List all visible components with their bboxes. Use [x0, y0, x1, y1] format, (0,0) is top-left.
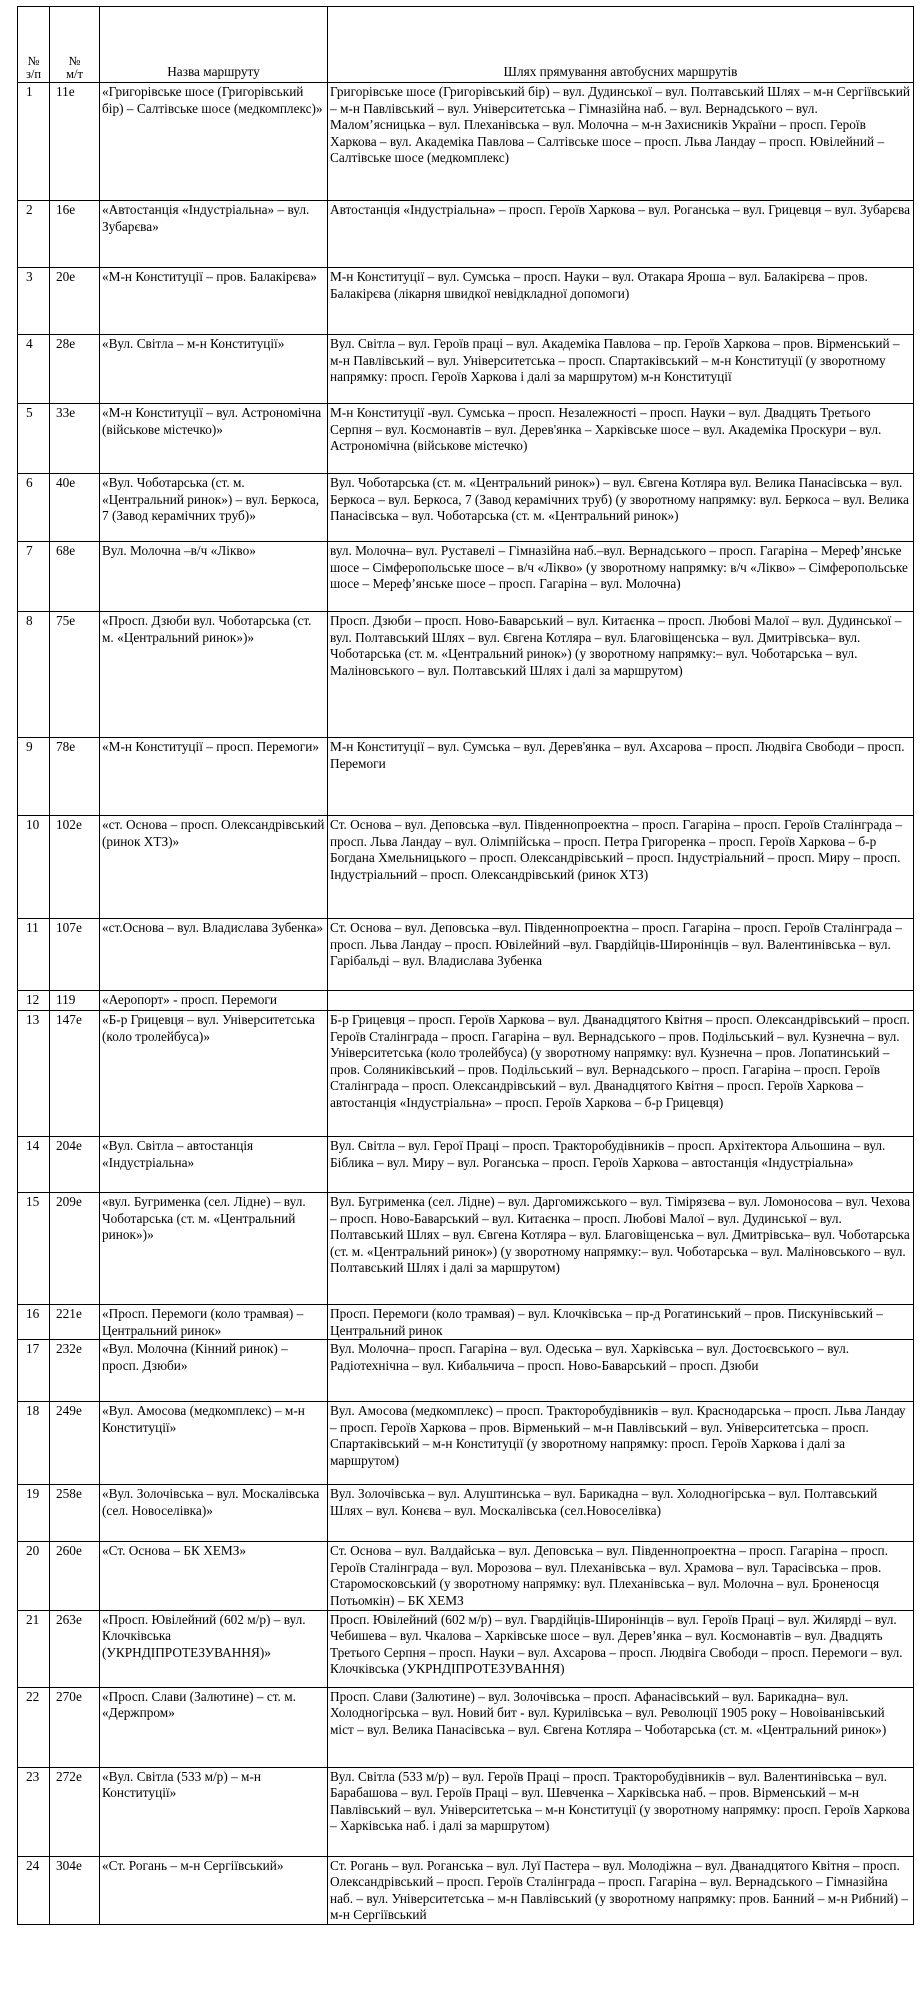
route-path: Вул. Чоботарська (ст. м. «Центральний ринок») – вул. Євгена Котляра вул. Велика Панасівська – вул. Беркоса – вул. Беркоса, 7 (Завод керамічних труб) (у зворотному напрямку: вул. Беркоса – вул. Велика Панасівська – вул. Чоботарська (ст. м. «Центральний ринок»)	[328, 474, 914, 542]
route-number: 263е	[50, 1610, 100, 1687]
row-index: 21	[18, 1610, 50, 1687]
route-name: «Ст. Рогань – м-н Сергіївський»	[100, 1856, 328, 1924]
table-row	[18, 1687, 914, 1767]
route-number: 304е	[50, 1856, 100, 1924]
route-name: «Автостанція «Індустріальна» – вул. Зубарєва»	[100, 201, 328, 268]
route-name: «М-н Конституції – просп. Перемоги»	[100, 738, 328, 816]
row-index: 22	[18, 1687, 50, 1767]
route-path: М-н Конституції -вул. Сумська – просп. Незалежності – просп. Науки – вул. Двадцять Третього Серпня – вул. Космонавтів – вул. Дерев'янка – Харківське шосе – вул. Академіка Проскури – вул. Астрономічна (військове містечко)	[328, 404, 914, 474]
row-index: 16	[18, 1305, 50, 1340]
route-path: Вул. Світла (533 м/р) – вул. Героїв Праці – просп. Тракторобудівників – вул. Валентинівська – вул. Барабашова – вул. Героїв Праці – вул. Шевченка – Харківська наб. – пров. Вірменський – м-н Павлівський – вул. Університетська – м-н Конституції (у зворотному напрямку: просп. Героїв Харкова – Харківська наб. і далі за маршрутом)	[328, 1767, 914, 1856]
route-path: Вул. Молочна– просп. Гагаріна – вул. Одеська – вул. Харківська – вул. Достоєвського – вул. Радіотехнічна – вул. Кибальчича – просп. Ново-Баварський – просп. Дзюби	[328, 1340, 914, 1402]
route-path: Просп. Дзюби – просп. Ново-Баварський – вул. Китаєнка – просп. Любові Малої – вул. Дудинської – вул. Полтавський Шлях – вул. Євгена Котляра – вул. Благовіщенська – вул. Дмитрівська– вул. Чоботарська (ст. м. «Центральний ринок») (у зворотному напрямку:– вул. Чоботарська – вул. Маліновського – вул. Полтавський Шлях і далі за маршрутом)	[328, 612, 914, 738]
route-path: Просп. Перемоги (коло трамвая) – вул. Клочківська – пр-д Рогатинський – пров. Пискунівський – Центральний ринок	[328, 1305, 914, 1340]
route-number: 102е	[50, 816, 100, 919]
route-number: 33е	[50, 404, 100, 474]
table-row	[18, 474, 914, 542]
table-row	[18, 404, 914, 474]
route-path: Вул. Амосова (медкомплекс) – просп. Тракторобудівників – вул. Краснодарська – просп. Льва Ландау – просп. Героїв Харкова – пров. Вірменький – м-н Павлівський – вул. Університетська – просп. Спартаківський – м-н Конституції (у зворотному напрямку: просп. Героїв Харкова і далі за маршрутом)	[328, 1402, 914, 1485]
table-row	[18, 201, 914, 268]
row-index: 1	[18, 83, 50, 201]
route-path: Просп. Ювілейний (602 м/р) – вул. Гвардійців-Широнінців – вул. Героїв Праці – вул. Жилярді – вул. Чебишева – вул. Чкалова – Харківське шосе – вул. Дерев’янка – вул. Космонавтів – вул. Двадцять Третього Серпня – просп. Науки – вул. Ахсарова – просп. Людвіга Свободи – просп. Перемоги – вул. Клочківська (УКРНДІПРОТЕЗУВАННЯ)	[328, 1610, 914, 1687]
route-name: «М-н Конституції – вул. Астрономічна (військове містечко)»	[100, 404, 328, 474]
route-name: «Просп. Перемоги (коло трамвая) – Центральний ринок»	[100, 1305, 328, 1340]
route-table-page	[17, 6, 913, 1925]
route-number: 107е	[50, 919, 100, 991]
route-path: Б-р Грицевця – просп. Героїв Харкова – вул. Дванадцятого Квітня – просп. Олександрівський – просп. Героїв Сталінграда – просп. Гагаріна – вул. Вернадського – пров. Подільський – вул. Кузнечна – вул. Університетська (коло тролейбуса) (у зворотному напрямку: вул. Кузнечна – пров. Лопатинський – пров. Соляниківський – пров. Подільський – вул. Вернадського – просп. Гагаріна – просп. Героїв Сталінграда – просп. Олександрівський – вул. Дванадцятого Квітня – просп. Героїв Харкова – автостанція «Індустріальна» – просп. Героїв Харкова – б-р Грицевця)	[328, 1011, 914, 1137]
row-index: 15	[18, 1193, 50, 1305]
header-route-number: № м/т	[50, 7, 100, 83]
route-number: 204е	[50, 1137, 100, 1193]
route-number: 209е	[50, 1193, 100, 1305]
table-row	[18, 1856, 914, 1924]
row-index: 24	[18, 1856, 50, 1924]
route-name: «Аеропорт» - просп. Перемоги	[100, 991, 328, 1011]
route-number: 119	[50, 991, 100, 1011]
route-name: «Просп. Слави (Залютине) – ст. м. «Держпром»	[100, 1687, 328, 1767]
route-number: 147е	[50, 1011, 100, 1137]
route-path: Вул. Бугрименка (сел. Лідне) – вул. Даргомижського – вул. Тімірязєва – вул. Ломоносова – вул. Чехова – просп. Ново-Баварський – вул. Китаєнка – просп. Любові Малої – вул. Дудинської – вул. Полтавський Шлях – вул. Євгена Котляра – вул. Благовіщенська – вул. Дмитрівська– вул. Чоботарська (ст. м. «Центральний ринок») (у зворотному напрямку:– вул. Чоботарська – вул. Маліновського – вул. Полтавський Шлях і далі за маршрутом)	[328, 1193, 914, 1305]
row-index: 2	[18, 201, 50, 268]
route-number: 249е	[50, 1402, 100, 1485]
table-row	[18, 612, 914, 738]
route-name: «ст. Основа – просп. Олександрівський (ринок ХТЗ)»	[100, 816, 328, 919]
row-index: 11	[18, 919, 50, 991]
header-route-path: Шлях прямування автобусних маршрутів	[328, 7, 914, 83]
route-path: М-н Конституції – вул. Сумська – просп. Науки – вул. Отакара Яроша – вул. Балакірєва – пров. Балакірєва (лікарня швидкої невідкладної допомоги)	[328, 268, 914, 335]
route-number: 75е	[50, 612, 100, 738]
row-index: 18	[18, 1402, 50, 1485]
route-path: Ст. Основа – вул. Деповська –вул. Південнопроектна – просп. Гагаріна – просп. Героїв Сталінграда – просп. Льва Ландау – просп. Ювілейний –вул. Гвардійців-Широнінців – вул. Валентинівська – вул. Гарібальді – вул. Владислава Зубенка	[328, 919, 914, 991]
route-name: «Вул. Світла – м-н Конституції»	[100, 335, 328, 404]
route-path: вул. Молочна– вул. Руставелі – Гімназійна наб.–вул. Вернадського – просп. Гагаріна – Мереф’янське шосе – Сімферопольське шосе – в/ч «Лікво» (у зворотному напрямку: в/ч «Лікво» – Сімферопольське шосе – Мереф’янське шосе – просп. Гагаріна – вул. Молочна)	[328, 542, 914, 612]
row-index: 6	[18, 474, 50, 542]
row-index: 5	[18, 404, 50, 474]
row-index: 12	[18, 991, 50, 1011]
route-path: Ст. Рогань – вул. Роганська – вул. Луї Пастера – вул. Молодіжна – вул. Дванадцятого Квітня – просп. Олександрівський – просп. Героїв Сталінграда – просп. Гагаріна – вул. Вернадського – Гімназійна наб. – вул. Університетська – м-н Павлівський (у зворотному напрямку: пров. Банний – м-н Рибний) – м-н Сергіївський	[328, 1856, 914, 1924]
table-body	[18, 83, 914, 1925]
route-number: 272е	[50, 1767, 100, 1856]
route-path	[328, 991, 914, 1011]
route-number: 20е	[50, 268, 100, 335]
route-number: 68е	[50, 542, 100, 612]
row-index: 8	[18, 612, 50, 738]
route-number: 258е	[50, 1485, 100, 1542]
route-name: Вул. Молочна –в/ч «Лікво»	[100, 542, 328, 612]
table-row	[18, 1542, 914, 1610]
route-name: «Просп. Дзюби вул. Чоботарська (ст. м. «Центральний ринок»)»	[100, 612, 328, 738]
table-row	[18, 1305, 914, 1340]
route-name: «Просп. Ювілейний (602 м/р) – вул. Клочківська (УКРНДІПРОТЕЗУВАННЯ)»	[100, 1610, 328, 1687]
route-path: Автостанція «Індустріальна» – просп. Героїв Харкова – вул. Роганська – вул. Грицевця – вул. Зубарєва	[328, 201, 914, 268]
header-route-name: Назва маршруту	[100, 7, 328, 83]
route-number: 221е	[50, 1305, 100, 1340]
table-row	[18, 268, 914, 335]
row-index: 7	[18, 542, 50, 612]
row-index: 17	[18, 1340, 50, 1402]
bus-routes-table	[17, 6, 914, 1925]
route-name: «Ст. Основа – БК ХЕМЗ»	[100, 1542, 328, 1610]
route-path: Просп. Слави (Залютине) – вул. Золочівська – просп. Афанасівський – вул. Барикадна– вул. Холодногірська – вул. Новий бит - вул. Курилівська – вул. Революції 1905 року – Новоіванівський міст – вул. Велика Панасівська – вул. Євгена Котляра – Чоботарська (ст. м. «Центральний ринок»)	[328, 1687, 914, 1767]
row-index: 9	[18, 738, 50, 816]
table-row	[18, 1610, 914, 1687]
route-path: Вул. Світла – вул. Героїв праці – вул. Академіка Павлова – пр. Героїв Харкова – пров. Вірменський – м-н Павлівський – вул. Університетська – просп. Спартаківський – м-н Конституції (у зворотному напрямку: просп. Героїв Харкова і далі за маршрутом) м-н Конституції	[328, 335, 914, 404]
table-row	[18, 1193, 914, 1305]
header-index: № з/п	[18, 7, 50, 83]
route-name: «Б-р Грицевця – вул. Університетська (коло тролейбуса)»	[100, 1011, 328, 1137]
route-name: «Вул. Молочна (Кінний ринок) – просп. Дзюби»	[100, 1340, 328, 1402]
route-number: 16е	[50, 201, 100, 268]
table-row	[18, 919, 914, 991]
route-name: «Вул. Чоботарська (ст. м. «Центральний ринок») – вул. Беркоса, 7 (Завод керамічних труб)»	[100, 474, 328, 542]
route-number: 11е	[50, 83, 100, 201]
route-path: М-н Конституції – вул. Сумська – вул. Дерев'янка – вул. Ахсарова – просп. Людвіга Свободи – просп. Перемоги	[328, 738, 914, 816]
route-path: Вул. Світла – вул. Герої Праці – просп. Тракторобудівників – просп. Архітектора Альошина – вул. Біблика – вул. Миру – вул. Роганська – просп. Героїв Харкова – автостанція «Індустріальна»	[328, 1137, 914, 1193]
row-index: 10	[18, 816, 50, 919]
table-row	[18, 816, 914, 919]
route-name: «Вул. Амосова (медкомплекс) – м-н Конституції»	[100, 1402, 328, 1485]
route-number: 78е	[50, 738, 100, 816]
route-path: Григорівське шосе (Григорівський бір) – вул. Дудинської – вул. Полтавський Шлях – м-н Сергіївський – м-н Павлівський – вул. Університетська – Гімназійна наб. – вул. Вернадського – вул. Малом’ясницька – вул. Плеханівська – вул. Молочна – м-н Захисників України – просп. Героїв Харкова – вул. Академіка Павлова – Салтівське шосе – просп. Льва Ландау – просп. Ювілейний – Салтівське шосе (медкомплекс)	[328, 83, 914, 201]
row-index: 23	[18, 1767, 50, 1856]
route-name: «ст.Основа – вул. Владислава Зубенка»	[100, 919, 328, 991]
route-number: 260е	[50, 1542, 100, 1610]
route-name: «М-н Конституції – пров. Балакірєва»	[100, 268, 328, 335]
table-row	[18, 1011, 914, 1137]
route-number: 28е	[50, 335, 100, 404]
route-path: Ст. Основа – вул. Деповська –вул. Південнопроектна – просп. Гагаріна – просп. Героїв Сталінграда – просп. Льва Ландау – вул. Олімпійська – просп. Петра Григоренка – просп. Героїв Харкова – б-р Богдана Хмельницького – просп. Олександрівський – просп. Індустріальний – просп. Миру – просп. Індустріальний – просп. Олександрівський (ринок ХТЗ)	[328, 816, 914, 919]
route-path: Ст. Основа – вул. Валдайська – вул. Деповська – вул. Південнопроектна – просп. Гагаріна – просп. Героїв Сталінграда – вул. Морозова – вул. Плеханівська – вул. Храмова – вул. Тарасівська – пров. Старомосковський (у зворотному напрямку: вул. Плеханівська – вул. Молочна – вул. Броненосця Потьомкін) – БК ХЕМЗ	[328, 1542, 914, 1610]
row-index: 14	[18, 1137, 50, 1193]
table-row	[18, 335, 914, 404]
route-name: «Вул. Світла (533 м/р) – м-н Конституції»	[100, 1767, 328, 1856]
table-row	[18, 738, 914, 816]
table-row	[18, 1485, 914, 1542]
route-number: 270е	[50, 1687, 100, 1767]
table-row	[18, 542, 914, 612]
route-name: «вул. Бугрименка (сел. Лідне) – вул. Чоботарська (ст. м. «Центральний ринок»)»	[100, 1193, 328, 1305]
table-header-row	[18, 7, 914, 83]
table-row	[18, 1137, 914, 1193]
table-row	[18, 1340, 914, 1402]
row-index: 13	[18, 1011, 50, 1137]
route-name: «Вул. Світла – автостанція «Індустріальна»	[100, 1137, 328, 1193]
table-row	[18, 83, 914, 201]
route-path: Вул. Золочівська – вул. Алуштинська – вул. Барикадна – вул. Холодногірська – вул. Полтавський Шлях – вул. Конєва – вул. Москалівська (сел.Новоселівка)	[328, 1485, 914, 1542]
table-row	[18, 1402, 914, 1485]
route-number: 40е	[50, 474, 100, 542]
route-name: «Григорівське шосе (Григорівський бір) – Салтівське шосе (медкомплекс)»	[100, 83, 328, 201]
row-index: 19	[18, 1485, 50, 1542]
route-number: 232е	[50, 1340, 100, 1402]
row-index: 20	[18, 1542, 50, 1610]
table-row	[18, 991, 914, 1011]
route-name: «Вул. Золочівська – вул. Москалівська (сел. Новоселівка)»	[100, 1485, 328, 1542]
table-row	[18, 1767, 914, 1856]
row-index: 3	[18, 268, 50, 335]
row-index: 4	[18, 335, 50, 404]
